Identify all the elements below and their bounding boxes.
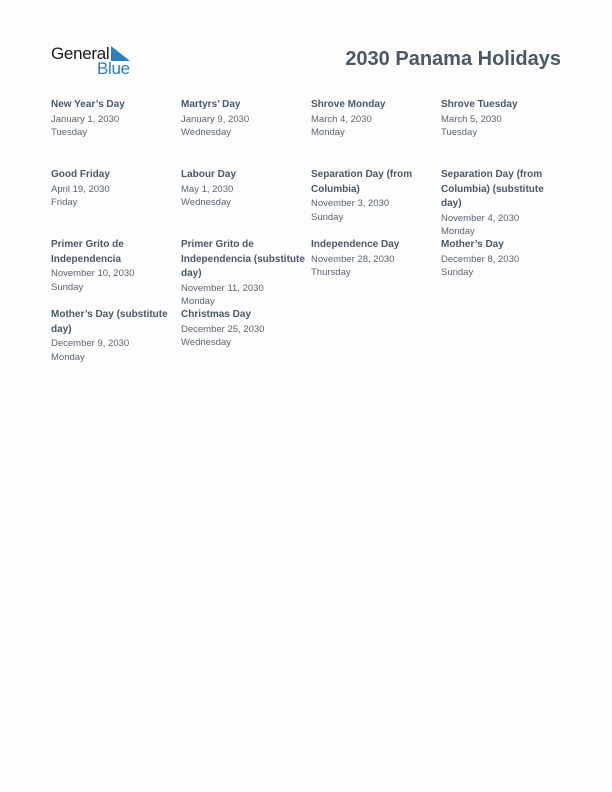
holiday-name: Christmas Day [181,309,252,320]
holiday-name: Separation Day (from Columbia) [311,169,413,195]
holiday-weekday: Friday [51,197,78,208]
holiday-weekday: Monday [311,127,345,138]
generalblue-logo [51,44,141,78]
holiday-name: Primer Grito de Independencia (substitute day) [181,239,305,279]
holiday-date: May 1, 2030 [181,183,234,195]
holiday-name: Martyrs’ Day [181,99,241,110]
holiday-date: March 5, 2030 [441,113,502,125]
holiday-name: Primer Grito de Independencia [51,239,124,265]
holiday-date: January 9, 2030 [181,113,250,125]
holiday-date: November 3, 2030 [311,198,390,209]
holiday-weekday: Sunday [441,267,474,278]
holiday-date: November 28, 2030 [311,253,395,265]
holiday-item [441,238,571,308]
holiday-name: Separation Day (from Columbia) (substitute day) [441,169,544,209]
holiday-item [181,98,311,168]
holiday-date: April 19, 2030 [51,183,110,195]
holiday-item [51,238,181,308]
holiday-weekday: Monday [51,351,85,363]
holiday-item [181,308,311,378]
holiday-name: Shrove Monday [311,99,386,110]
holiday-weekday: Wednesday [181,337,231,348]
holiday-weekday: Monday [441,226,475,237]
holiday-name: Good Friday [51,169,110,180]
holiday-weekday: Sunday [311,211,344,223]
holiday-name: Labour Day [181,169,237,180]
holiday-name: Shrove Tuesday [441,99,518,110]
holiday-weekday: Wednesday [181,197,231,208]
holiday-item [311,238,441,308]
holiday-name: New Year’s Day [51,99,125,110]
holiday-name: Mother’s Day (substitute day) [51,309,168,335]
holiday-date: January 1, 2030 [51,113,120,125]
page-title: 2030 Panama Holidays [345,48,561,70]
logo-blue-text: Blue [97,59,130,78]
holiday-date: December 9, 2030 [51,338,130,349]
holiday-weekday: Sunday [51,281,84,293]
holiday-date: December 25, 2030 [181,323,265,335]
holiday-weekday: Monday [181,296,215,307]
holiday-weekday: Tuesday [51,127,88,138]
holiday-name: Mother’s Day [441,239,504,250]
holiday-weekday: Thursday [311,267,351,278]
holiday-weekday: Tuesday [441,127,478,138]
holiday-weekday: Wednesday [181,127,231,138]
holiday-item [51,168,181,238]
holiday-date: November 10, 2030 [51,268,135,279]
holiday-date: December 8, 2030 [441,253,520,265]
holiday-item [311,168,441,238]
holiday-item [51,98,181,168]
holiday-item [441,168,571,238]
holiday-date: November 11, 2030 [181,282,264,294]
holiday-item [441,98,571,168]
logo-general-text: General [51,44,110,63]
holiday-item [311,98,441,168]
holiday-date: March 4, 2030 [311,113,372,125]
holiday-item [51,308,181,378]
holiday-grid [51,98,571,378]
holiday-name: Independence Day [311,239,400,250]
holiday-date: November 4, 2030 [441,212,520,224]
holiday-item [181,238,311,308]
holiday-item [181,168,311,238]
